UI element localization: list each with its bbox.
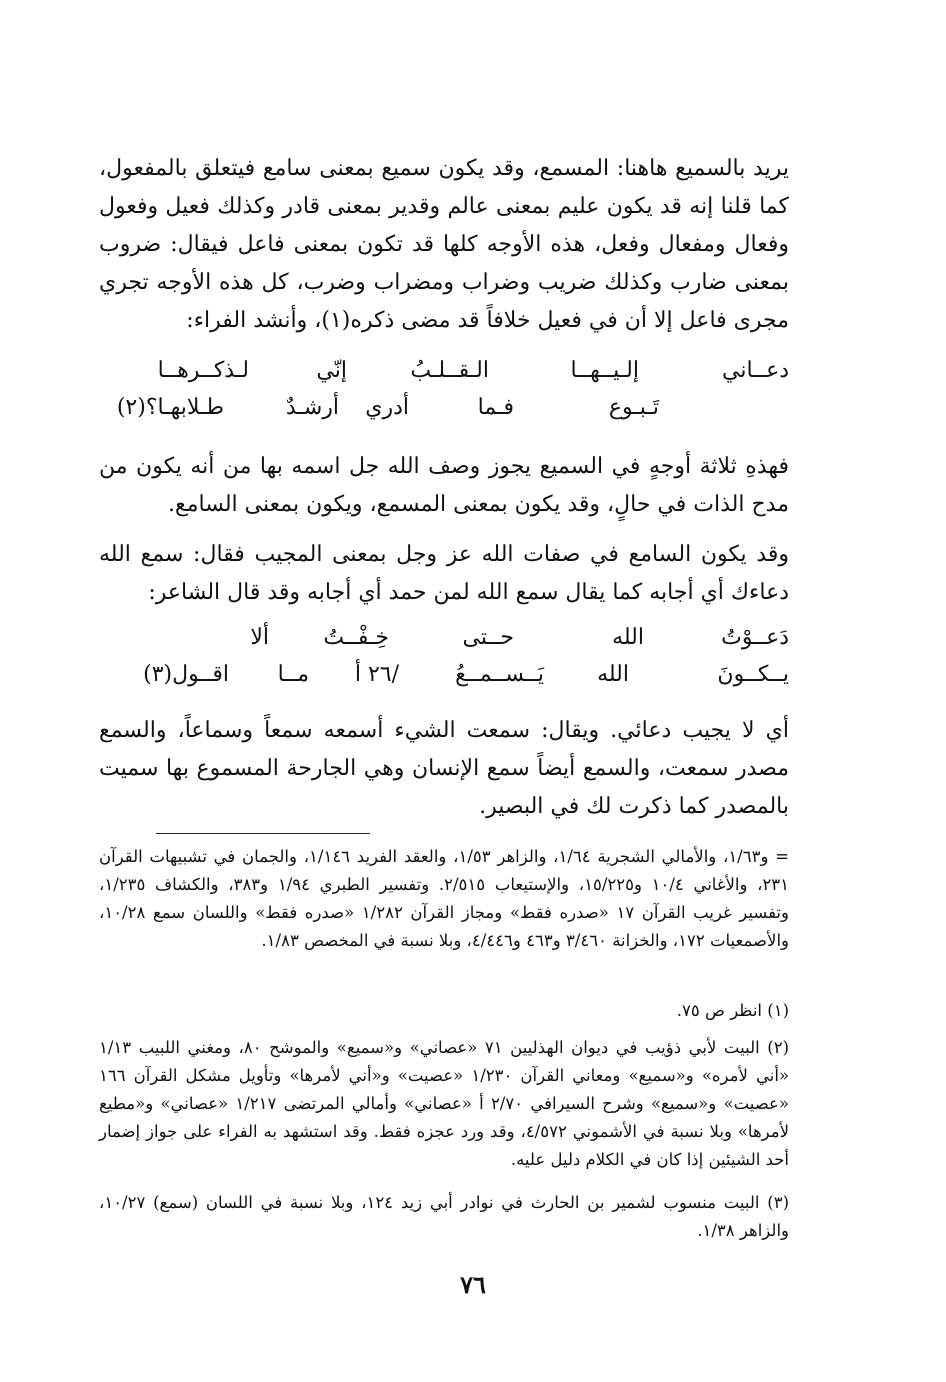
verse-word: إلـيــهــا	[570, 358, 639, 383]
paragraph-3: وقد يكون السامع في صفات الله عز وجل بمعنى المجيب فقال: سمع الله دعاءك أي أجابه كما يقال سمع الله لمن حمد أي أجابه وقد قال الشاعر:	[99, 542, 789, 605]
verse-1-line-1	[99, 358, 789, 394]
verse-word: الله	[612, 625, 644, 650]
footnote-2: (٢) البيت لأبي ذؤيب في ديوان الهذليين ٧١ «عصاني» و«سميع» والموشح ٨٠، ومغني اللبيب ١/١٣ «أني لأمره» و«سميع» ومعاني القرآن ١/٢٣٠ «عصيت» و«أني لأمرها» وتأويل مشكل القرآن ١٦٦ «عصيت» و«سميع» وشرح السيرافي ٢/٧٠ أ «عصاني» وأمالي المرتضى ١/٢١٧ «عصاني» و«مطيع لأمرها» وبلا نسبة في الأشموني ٤/٥٧٢، وقد ورد عجزه فقط. وقد استشهد به الفراء على جواز إضمار أحد الشيئين إذا كان في الكلام دليل عليه.	[99, 1038, 790, 1169]
verse-1-line-2	[99, 395, 789, 431]
verse-word: طـلابهـا؟(٢)	[116, 395, 224, 420]
footnote-1: (١) انظر ص ٧٥.	[676, 1001, 789, 1020]
verse-word: أرشـدٌ	[285, 395, 339, 420]
verse-word: الله	[597, 662, 629, 687]
verse-word: مــا	[277, 662, 309, 687]
footnote-3: (٣) البيت منسوب لشمير بن الحارث في نوادر أبي زيد ١٢٤، وبلا نسبة في اللسان (سمع) ١٠/٢٧، والزاهر ١/٣٨.	[99, 1193, 790, 1240]
verse-word: اقــول(٣)	[143, 662, 229, 687]
verse-word: دَعــوْتُ	[721, 625, 789, 650]
verse-word: تَـبـوع	[608, 395, 659, 420]
verse-2-line-1	[99, 625, 789, 661]
verse-word: /٢٦ أ	[354, 662, 399, 687]
verse-2-line-2	[99, 662, 789, 698]
verse-word: يــكــونَ	[717, 662, 789, 687]
verse-word: فـما	[477, 395, 514, 420]
paragraph-4: أي لا يجيب دعائي. ويقال: سمعت الشيء أسمعه سمعاً وسماعاً، والسمع مصدر سمعت، والسمع أيضاً سمع الإنسان وهي الجارحة المسموع بها سميت بالمصدر كما ذكرت لك في البصير.	[99, 718, 789, 819]
verse-word: أدري	[365, 395, 409, 420]
verse-word: يَــســمــعُ	[455, 662, 544, 687]
verse-word: دعــاني	[722, 358, 789, 383]
paragraph-2: فهذهِ ثلاثة أوجهٍ في السميع يجوز وصف الله جل اسمه بها من أنه يكون من مدح الذات في حالٍ، وقد يكون بمعنى المسمع، ويكون بمعنى السامع.	[99, 454, 789, 517]
footnote-continuation: = و١/٦٣، والأمالي الشجرية ١/٦٤، والزاهر ١/٥٣، والعقد الفريد ١/١٤٦، والجمان في تشبيهات القرآن ٢٣١، والأغاني ١٠/٤ و١٥/٢٢٥، والإستيعاب ٢/٥١٥. وتفسير الطبري ١/٩٤ و٣٨٣، والكشاف ١/٢٣٥، وتفسير غريب القرآن ١٧ «صدره فقط» ومجاز القرآن ١/٢٨٢ «صدره فقط» واللسان سمع ١٠/٢٨، والأصمعيات ١٧٢، والخزانة ٣/٤٦٠ و٤٦٣ و٤/٤٤٦، وبلا نسبة في المخصص ١/٨٣.	[99, 847, 790, 950]
verse-word: حــتى	[462, 625, 514, 650]
verse-word: الـقــلـبُ	[410, 358, 489, 383]
footnote-separator	[156, 833, 370, 834]
verse-word: ألا	[250, 625, 269, 650]
page-number: ٧٦	[460, 1270, 486, 1299]
verse-word: خِـفْــتُ	[323, 625, 389, 650]
paragraph-1: يريد بالسميع هاهنا: المسمع، وقد يكون سميع بمعنى سامع فيتعلق بالمفعول، كما قلنا إنه قد يكون عليم بمعنى عالم وقدير بمعنى قادر وكذلك فعيل وفعول وفعال ومفعال وفعل، هذه الأوجه كلها قد تكون بمعنى فاعل فيقال: ضروب بمعنى ضارب وكذلك ضريب وضراب ومضراب وضرب، كل هذه الأوجه تجري مجرى فاعل إلا أن في فعيل خلافاً قد مضى ذكره(١)، وأنشد الفراء:	[99, 156, 789, 333]
verse-word: لـذكــرهــا	[157, 358, 249, 383]
verse-word: إنّي	[316, 358, 347, 383]
